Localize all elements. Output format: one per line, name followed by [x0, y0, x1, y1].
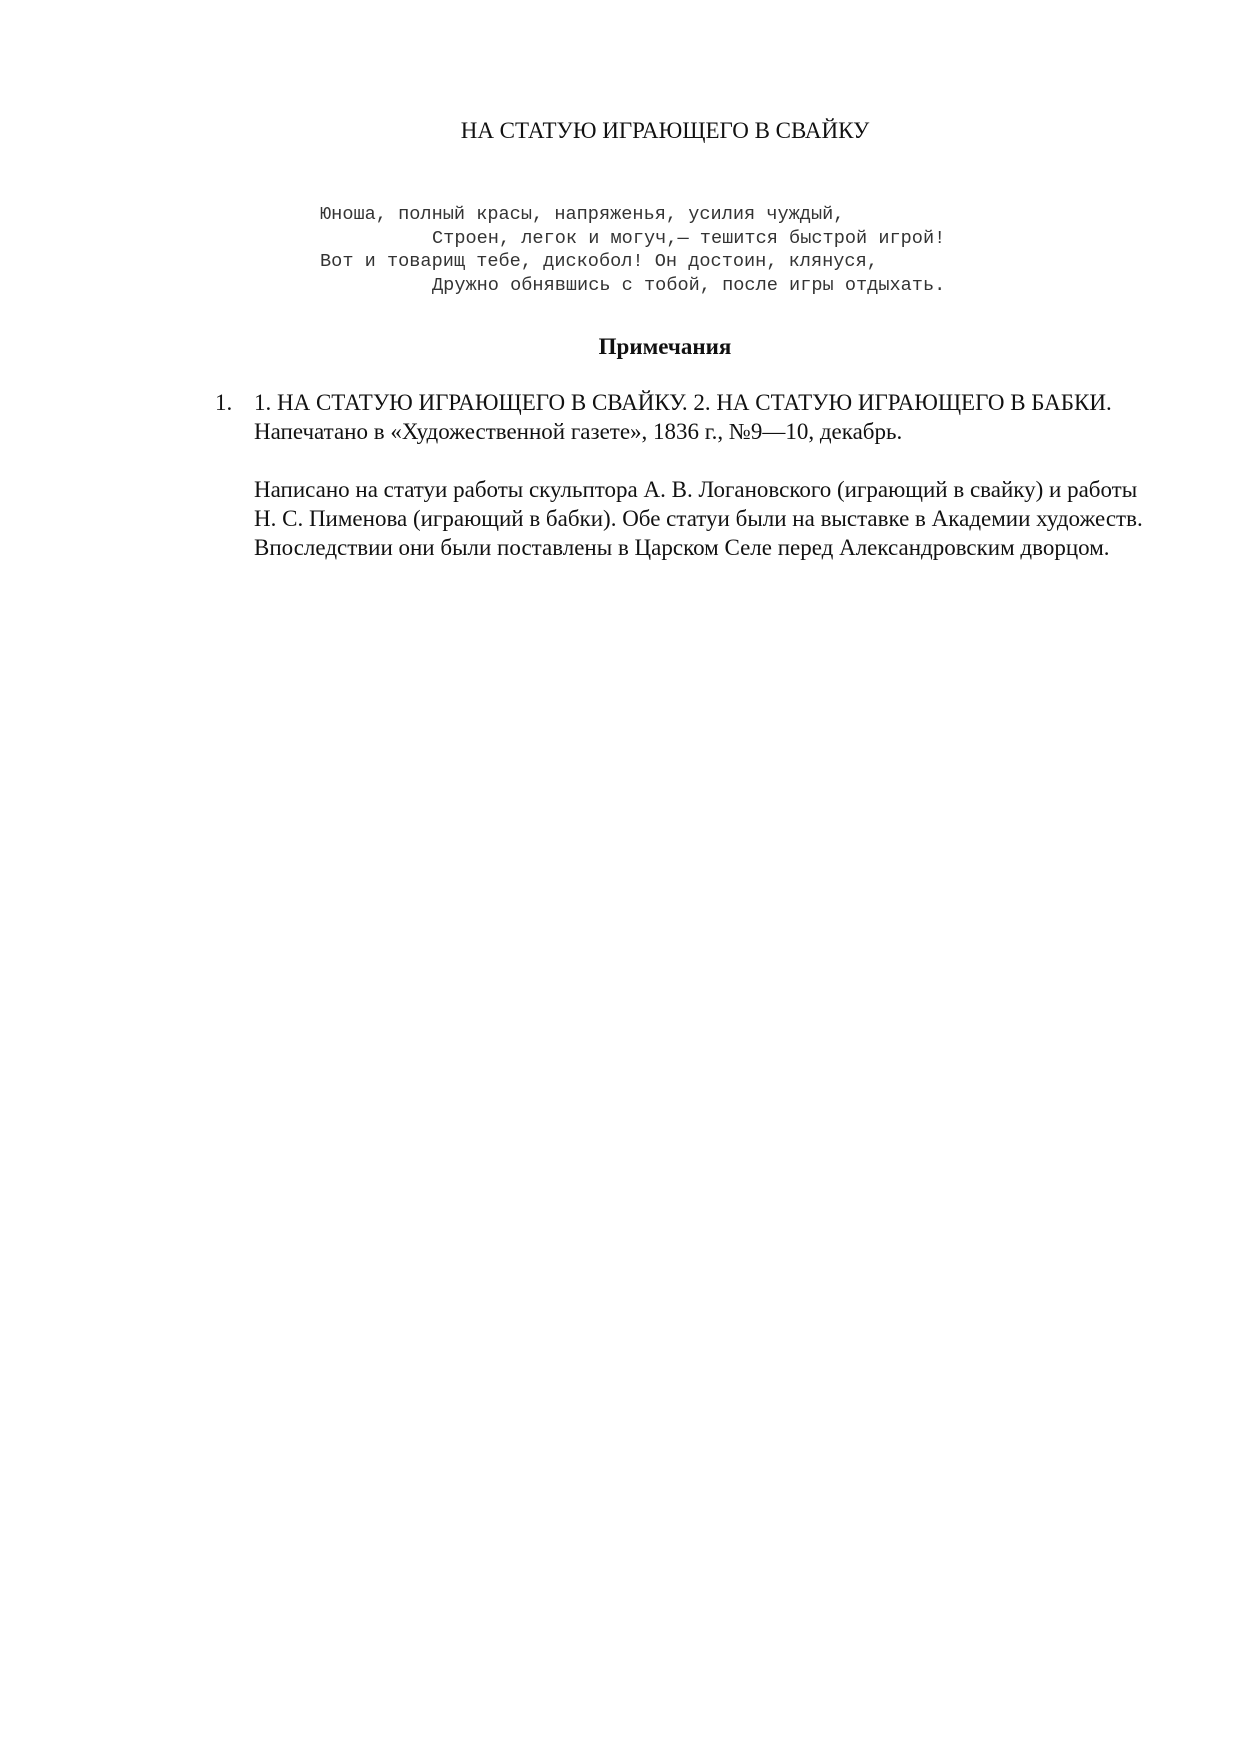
- note-paragraph: Написано на статуи работы скульптора А. В. Логановского (играющий в свайку) и работы Н. С. Пименова (играющий в бабки). Обе статуи были на выставке в Академии художеств. Впоследствии они были поставлены в Царском Селе перед Александровским дворцом.: [254, 477, 1143, 560]
- poem-body: [320, 203, 945, 297]
- poem-line: Дружно обнявшись с тобой, после игры отдыхать.: [432, 274, 946, 296]
- note-paragraph: 1. НА СТАТУЮ ИГРАЮЩЕГО В СВАЙКУ. 2. НА СТАТУЮ ИГРАЮЩЕГО В БАБКИ. Напечатано в «Художественной газете», 1836 г., №9—10, декабрь.: [254, 390, 1112, 444]
- poem-line: Строен, легок и могуч,— тешится быстрой игрой!: [432, 227, 946, 249]
- poem-line: Вот и товарищ тебе, дискобол! Он достоин, клянуся,: [320, 251, 878, 272]
- notes-heading: Примечания: [598, 334, 732, 359]
- notes-list: [215, 388, 1145, 562]
- poem-title: НА СТАТУЮ ИГРАЮЩЕГО В СВАЙКУ: [460, 118, 870, 143]
- poem-line: Юноша, полный красы, напряженья, усилия чуждый,: [320, 204, 845, 225]
- note-item: [215, 388, 1145, 562]
- note-number: 1.: [215, 390, 233, 415]
